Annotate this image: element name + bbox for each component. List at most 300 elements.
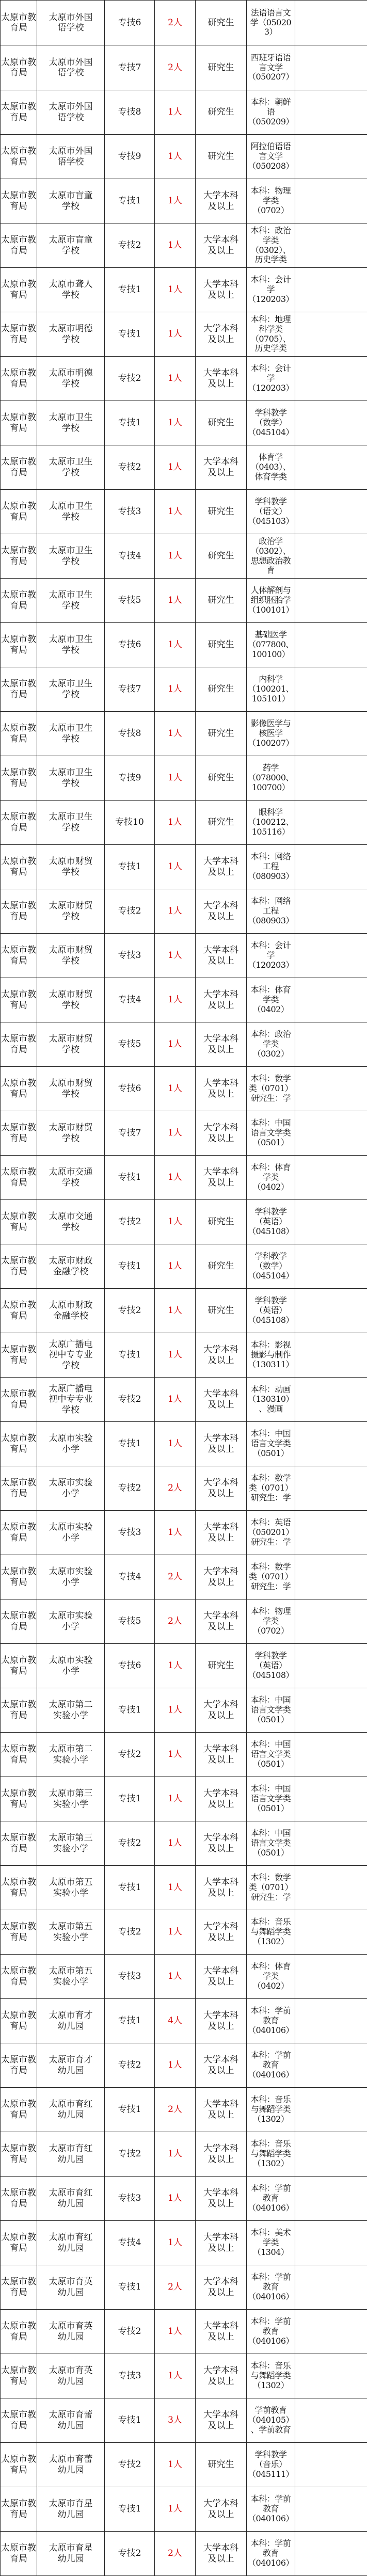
blank-cell bbox=[295, 2043, 367, 2088]
education-cell: 大学本科 及以上 bbox=[196, 1511, 247, 1555]
department-cell: 太原市教育局 bbox=[1, 2487, 37, 2532]
blank-cell bbox=[295, 1289, 367, 1333]
education-cell: 大学本科 及以上 bbox=[196, 179, 247, 223]
table-row bbox=[1, 2354, 367, 2398]
post-code-cell: 专技1 bbox=[105, 1688, 155, 1733]
post-code-cell: 专技2 bbox=[105, 357, 155, 401]
education-cell: 大学本科 及以上 bbox=[196, 845, 247, 889]
major-cell: 本科：学前 教育 （040106） bbox=[247, 1999, 295, 2043]
major-cell: 本科：中国 语言文学类 （0501） bbox=[247, 1422, 295, 1466]
major-cell: 本科：地理 科学类 （0705）、 历史学类 bbox=[247, 312, 295, 357]
education-cell: 大学本科 及以上 bbox=[196, 2132, 247, 2177]
headcount-cell: 1人 bbox=[155, 2310, 196, 2354]
education-cell: 研究生 bbox=[196, 1244, 247, 1289]
post-code-cell: 专技2 bbox=[105, 2043, 155, 2088]
table-row bbox=[1, 1777, 367, 1821]
major-cell: 学科教学 （数学） （045104） bbox=[247, 401, 295, 445]
table-row bbox=[1, 1422, 367, 1466]
table-row bbox=[1, 45, 367, 90]
table-row bbox=[1, 1955, 367, 1999]
post-code-cell: 专技1 bbox=[105, 312, 155, 357]
department-cell: 太原市教育局 bbox=[1, 2132, 37, 2177]
unit-cell: 太原市卫生 学校 bbox=[37, 667, 105, 712]
unit-cell: 太原市育才 幼儿园 bbox=[37, 2043, 105, 2088]
post-code-cell: 专技2 bbox=[105, 223, 155, 268]
education-cell: 大学本科 及以上 bbox=[196, 1067, 247, 1111]
department-cell: 太原市教育局 bbox=[1, 2177, 37, 2221]
education-cell: 大学本科 及以上 bbox=[196, 1555, 247, 1599]
unit-cell: 太原广播电 视中专专业 学校 bbox=[37, 1333, 105, 1378]
major-cell: 本科：中国 语言文学类 （0501） bbox=[247, 1111, 295, 1156]
headcount-cell: 1人 bbox=[155, 2443, 196, 2487]
major-cell: 本科：学前 教育 （040106） bbox=[247, 2043, 295, 2088]
department-cell: 太原市教育局 bbox=[1, 312, 37, 357]
unit-cell: 太原市明德 学校 bbox=[37, 357, 105, 401]
major-cell: 学科教学 （数学） （045104） bbox=[247, 1244, 295, 1289]
department-cell: 太原市教育局 bbox=[1, 2043, 37, 2088]
major-cell: 法语语言文 学（050203） bbox=[247, 1, 295, 45]
department-cell: 太原市教育局 bbox=[1, 623, 37, 667]
department-cell: 太原市教育局 bbox=[1, 1378, 37, 1422]
department-cell: 太原市教育局 bbox=[1, 534, 37, 579]
post-code-cell: 专技1 bbox=[105, 2088, 155, 2132]
blank-cell bbox=[295, 357, 367, 401]
department-cell: 太原市教育局 bbox=[1, 2088, 37, 2132]
major-cell: 本科：会计 学 （120203） bbox=[247, 357, 295, 401]
department-cell: 太原市教育局 bbox=[1, 978, 37, 1022]
blank-cell bbox=[295, 90, 367, 135]
table-row bbox=[1, 2088, 367, 2132]
department-cell: 太原市教育局 bbox=[1, 712, 37, 756]
education-cell: 大学本科 及以上 bbox=[196, 445, 247, 490]
department-cell: 太原市教育局 bbox=[1, 1156, 37, 1200]
major-cell: 本科：数学 类（0701） 研究生：学 bbox=[247, 1067, 295, 1111]
post-code-cell: 专技1 bbox=[105, 2265, 155, 2310]
headcount-cell: 1人 bbox=[155, 1289, 196, 1333]
education-cell: 研究生 bbox=[196, 534, 247, 579]
education-cell: 研究生 bbox=[196, 667, 247, 712]
headcount-cell: 1人 bbox=[155, 889, 196, 934]
department-cell: 太原市教育局 bbox=[1, 1422, 37, 1466]
blank-cell bbox=[295, 1644, 367, 1688]
post-code-cell: 专技7 bbox=[105, 1111, 155, 1156]
major-cell: 本科：政治 学类 （0302）、 历史学类 bbox=[247, 223, 295, 268]
education-cell: 大学本科 及以上 bbox=[196, 357, 247, 401]
table-row bbox=[1, 90, 367, 135]
table-row bbox=[1, 2132, 367, 2177]
major-cell: 本科：英语 （050201） 研究生：学 bbox=[247, 1511, 295, 1555]
education-cell: 大学本科 及以上 bbox=[196, 889, 247, 934]
unit-cell: 太原市育星 幼儿园 bbox=[37, 2487, 105, 2532]
table-row bbox=[1, 1200, 367, 1244]
department-cell: 太原市教育局 bbox=[1, 1111, 37, 1156]
major-cell: 学科教学 （英语） （045108） bbox=[247, 1200, 295, 1244]
education-cell: 大学本科 及以上 bbox=[196, 1599, 247, 1644]
major-cell: 本科：中国 语言文学类 （0501） bbox=[247, 1777, 295, 1821]
unit-cell: 太原市财贸 学校 bbox=[37, 845, 105, 889]
headcount-cell: 1人 bbox=[155, 1733, 196, 1777]
blank-cell bbox=[295, 445, 367, 490]
headcount-cell: 1人 bbox=[155, 135, 196, 179]
blank-cell bbox=[295, 1511, 367, 1555]
unit-cell: 太原市第三 实验小学 bbox=[37, 1777, 105, 1821]
post-code-cell: 专技4 bbox=[105, 534, 155, 579]
blank-cell bbox=[295, 490, 367, 534]
unit-cell: 太原市财贸 学校 bbox=[37, 934, 105, 978]
education-cell: 大学本科 及以上 bbox=[196, 1378, 247, 1422]
department-cell: 太原市教育局 bbox=[1, 1644, 37, 1688]
table-row bbox=[1, 2487, 367, 2532]
blank-cell bbox=[295, 1156, 367, 1200]
unit-cell: 太原市第二 实验小学 bbox=[37, 1733, 105, 1777]
department-cell: 太原市教育局 bbox=[1, 1, 37, 45]
unit-cell: 太原市第二 实验小学 bbox=[37, 1688, 105, 1733]
education-cell: 研究生 bbox=[196, 1, 247, 45]
unit-cell: 太原市卫生 学校 bbox=[37, 756, 105, 801]
department-cell: 太原市教育局 bbox=[1, 268, 37, 312]
unit-cell: 太原市实验 小学 bbox=[37, 1466, 105, 1511]
blank-cell bbox=[295, 1244, 367, 1289]
major-cell: 本科：数学 类（0701） 研究生：学 bbox=[247, 1466, 295, 1511]
table-row bbox=[1, 1733, 367, 1777]
headcount-cell: 1人 bbox=[155, 756, 196, 801]
unit-cell: 太原市卫生 学校 bbox=[37, 401, 105, 445]
post-code-cell: 专技1 bbox=[105, 2398, 155, 2443]
post-code-cell: 专技5 bbox=[105, 1022, 155, 1067]
table-body bbox=[1, 1, 367, 2576]
department-cell: 太原市教育局 bbox=[1, 889, 37, 934]
unit-cell: 太原市卫生 学校 bbox=[37, 445, 105, 490]
headcount-cell: 2人 bbox=[155, 2265, 196, 2310]
education-cell: 研究生 bbox=[196, 1289, 247, 1333]
headcount-cell: 1人 bbox=[155, 579, 196, 623]
unit-cell: 太原市财贸 学校 bbox=[37, 1111, 105, 1156]
post-code-cell: 专技1 bbox=[105, 401, 155, 445]
headcount-cell: 4人 bbox=[155, 1999, 196, 2043]
headcount-cell: 2人 bbox=[155, 1555, 196, 1599]
headcount-cell: 1人 bbox=[155, 1022, 196, 1067]
major-cell: 本科：数学 类（0701） 研究生：学 bbox=[247, 1866, 295, 1910]
headcount-cell: 1人 bbox=[155, 223, 196, 268]
education-cell: 大学本科 及以上 bbox=[196, 1688, 247, 1733]
major-cell: 基础医学 （077800、 100100） bbox=[247, 623, 295, 667]
major-cell: 体育学 （0403）、 体育学类 bbox=[247, 445, 295, 490]
table-row bbox=[1, 978, 367, 1022]
major-cell: 影像医学与 核医学 （100207） bbox=[247, 712, 295, 756]
department-cell: 太原市教育局 bbox=[1, 135, 37, 179]
post-code-cell: 专技2 bbox=[105, 889, 155, 934]
major-cell: 本科：会计 学 （120203） bbox=[247, 934, 295, 978]
post-code-cell: 专技1 bbox=[105, 1333, 155, 1378]
headcount-cell: 2人 bbox=[155, 2532, 196, 2576]
post-code-cell: 专技2 bbox=[105, 2132, 155, 2177]
unit-cell: 太原市财贸 学校 bbox=[37, 1067, 105, 1111]
headcount-cell: 1人 bbox=[155, 845, 196, 889]
unit-cell: 太原市盲童 学校 bbox=[37, 179, 105, 223]
headcount-cell: 1人 bbox=[155, 2132, 196, 2177]
post-code-cell: 专技2 bbox=[105, 1910, 155, 1955]
education-cell: 大学本科 及以上 bbox=[196, 2354, 247, 2398]
department-cell: 太原市教育局 bbox=[1, 934, 37, 978]
department-cell: 太原市教育局 bbox=[1, 1022, 37, 1067]
table-row bbox=[1, 223, 367, 268]
education-cell: 大学本科 及以上 bbox=[196, 1866, 247, 1910]
unit-cell: 太原市外国 语学校 bbox=[37, 135, 105, 179]
blank-cell bbox=[295, 1422, 367, 1466]
unit-cell: 太原市育蕾 幼儿园 bbox=[37, 2398, 105, 2443]
blank-cell bbox=[295, 1599, 367, 1644]
unit-cell: 太原市育红 幼儿园 bbox=[37, 2221, 105, 2265]
blank-cell bbox=[295, 2310, 367, 2354]
unit-cell: 太原市外国 语学校 bbox=[37, 90, 105, 135]
post-code-cell: 专技7 bbox=[105, 667, 155, 712]
major-cell: 本科：中国 语言文学类 （0501） bbox=[247, 1821, 295, 1866]
education-cell: 大学本科 及以上 bbox=[196, 978, 247, 1022]
education-cell: 大学本科 及以上 bbox=[196, 312, 247, 357]
table-row bbox=[1, 801, 367, 845]
major-cell: 学前教育 （040105） 、学前教育 bbox=[247, 2398, 295, 2443]
blank-cell bbox=[295, 2532, 367, 2576]
headcount-cell: 1人 bbox=[155, 667, 196, 712]
table-row bbox=[1, 845, 367, 889]
blank-cell bbox=[295, 2354, 367, 2398]
department-cell: 太原市教育局 bbox=[1, 2532, 37, 2576]
blank-cell bbox=[295, 1022, 367, 1067]
major-cell: 本科：政治 学类 （0302） bbox=[247, 1022, 295, 1067]
headcount-cell: 1人 bbox=[155, 1422, 196, 1466]
post-code-cell: 专技7 bbox=[105, 45, 155, 90]
headcount-cell: 1人 bbox=[155, 2354, 196, 2398]
department-cell: 太原市教育局 bbox=[1, 490, 37, 534]
unit-cell: 太原市财贸 学校 bbox=[37, 978, 105, 1022]
unit-cell: 太原市育英 幼儿园 bbox=[37, 2310, 105, 2354]
post-code-cell: 专技10 bbox=[105, 801, 155, 845]
headcount-cell: 1人 bbox=[155, 2177, 196, 2221]
blank-cell bbox=[295, 1555, 367, 1599]
blank-cell bbox=[295, 1466, 367, 1511]
department-cell: 太原市教育局 bbox=[1, 2310, 37, 2354]
education-cell: 大学本科 及以上 bbox=[196, 2532, 247, 2576]
major-cell: 学科教学 （英语） （045108） bbox=[247, 1644, 295, 1688]
table-row bbox=[1, 1333, 367, 1378]
unit-cell: 太原市财政 金融学校 bbox=[37, 1244, 105, 1289]
major-cell: 本科：物理 学类 （0702） bbox=[247, 1599, 295, 1644]
headcount-cell: 2人 bbox=[155, 2088, 196, 2132]
headcount-cell: 1人 bbox=[155, 490, 196, 534]
table-row bbox=[1, 135, 367, 179]
post-code-cell: 专技9 bbox=[105, 756, 155, 801]
education-cell: 研究生 bbox=[196, 1200, 247, 1244]
post-code-cell: 专技2 bbox=[105, 2532, 155, 2576]
headcount-cell: 1人 bbox=[155, 1688, 196, 1733]
department-cell: 太原市教育局 bbox=[1, 1333, 37, 1378]
unit-cell: 太原市育英 幼儿园 bbox=[37, 2354, 105, 2398]
major-cell: 本科：学前 教育 （040106） bbox=[247, 2265, 295, 2310]
blank-cell bbox=[295, 1910, 367, 1955]
headcount-cell: 1人 bbox=[155, 1333, 196, 1378]
table-row bbox=[1, 2532, 367, 2576]
post-code-cell: 专技2 bbox=[105, 2443, 155, 2487]
education-cell: 大学本科 及以上 bbox=[196, 1422, 247, 1466]
major-cell: 内科学 （100201、 105101） bbox=[247, 667, 295, 712]
post-code-cell: 专技2 bbox=[105, 1378, 155, 1422]
table-row bbox=[1, 1821, 367, 1866]
department-cell: 太原市教育局 bbox=[1, 579, 37, 623]
table-row bbox=[1, 268, 367, 312]
table-row bbox=[1, 667, 367, 712]
table-row bbox=[1, 1466, 367, 1511]
education-cell: 研究生 bbox=[196, 579, 247, 623]
major-cell: 学科教学 （音乐） （045111） bbox=[247, 2443, 295, 2487]
blank-cell bbox=[295, 1866, 367, 1910]
major-cell: 本科：物理 学类 （0702） bbox=[247, 179, 295, 223]
department-cell: 太原市教育局 bbox=[1, 667, 37, 712]
unit-cell: 太原市实验 小学 bbox=[37, 1511, 105, 1555]
headcount-cell: 1人 bbox=[155, 445, 196, 490]
table-row bbox=[1, 1910, 367, 1955]
blank-cell bbox=[295, 623, 367, 667]
table-row bbox=[1, 1866, 367, 1910]
table-row bbox=[1, 534, 367, 579]
unit-cell: 太原市外国 语学校 bbox=[37, 1, 105, 45]
post-code-cell: 专技1 bbox=[105, 1156, 155, 1200]
major-cell: 本科：动画 （130310） 、漫画 bbox=[247, 1378, 295, 1422]
unit-cell: 太原市卫生 学校 bbox=[37, 579, 105, 623]
major-cell: 本科：体育 学类 （0402） bbox=[247, 1156, 295, 1200]
blank-cell bbox=[295, 2132, 367, 2177]
unit-cell: 太原市实验 小学 bbox=[37, 1599, 105, 1644]
table-row bbox=[1, 2043, 367, 2088]
table-row bbox=[1, 1688, 367, 1733]
post-code-cell: 专技2 bbox=[105, 1821, 155, 1866]
major-cell: 本科：中国 语言文学类 （0501） bbox=[247, 1733, 295, 1777]
department-cell: 太原市教育局 bbox=[1, 1910, 37, 1955]
education-cell: 大学本科 及以上 bbox=[196, 1777, 247, 1821]
headcount-cell: 1人 bbox=[155, 978, 196, 1022]
post-code-cell: 专技1 bbox=[105, 179, 155, 223]
post-code-cell: 专技6 bbox=[105, 623, 155, 667]
blank-cell bbox=[295, 1, 367, 45]
blank-cell bbox=[295, 1733, 367, 1777]
blank-cell bbox=[295, 667, 367, 712]
headcount-cell: 1人 bbox=[155, 801, 196, 845]
blank-cell bbox=[295, 801, 367, 845]
blank-cell bbox=[295, 2487, 367, 2532]
blank-cell bbox=[295, 312, 367, 357]
department-cell: 太原市教育局 bbox=[1, 1067, 37, 1111]
education-cell: 大学本科 及以上 bbox=[196, 1910, 247, 1955]
education-cell: 大学本科 及以上 bbox=[196, 1111, 247, 1156]
unit-cell: 太原市育红 幼儿园 bbox=[37, 2132, 105, 2177]
blank-cell bbox=[295, 268, 367, 312]
post-code-cell: 专技3 bbox=[105, 490, 155, 534]
major-cell: 本科：音乐 与舞蹈学类 （1302） bbox=[247, 1910, 295, 1955]
education-cell: 大学本科 及以上 bbox=[196, 2265, 247, 2310]
table-row bbox=[1, 1999, 367, 2043]
unit-cell: 太原市卫生 学校 bbox=[37, 534, 105, 579]
blank-cell bbox=[295, 1999, 367, 2043]
post-code-cell: 专技2 bbox=[105, 1733, 155, 1777]
education-cell: 大学本科 及以上 bbox=[196, 1955, 247, 1999]
major-cell: 本科：学前 教育 （040106） bbox=[247, 2532, 295, 2576]
department-cell: 太原市教育局 bbox=[1, 445, 37, 490]
blank-cell bbox=[295, 712, 367, 756]
post-code-cell: 专技1 bbox=[105, 845, 155, 889]
blank-cell bbox=[295, 934, 367, 978]
unit-cell: 太原市育蕾 幼儿园 bbox=[37, 2443, 105, 2487]
table-row bbox=[1, 2398, 367, 2443]
unit-cell: 太原市财政 金融学校 bbox=[37, 1289, 105, 1333]
headcount-cell: 1人 bbox=[155, 1200, 196, 1244]
unit-cell: 太原市外国 语学校 bbox=[37, 45, 105, 90]
unit-cell: 太原市盲童 学校 bbox=[37, 223, 105, 268]
blank-cell bbox=[295, 534, 367, 579]
table-row bbox=[1, 1, 367, 45]
post-code-cell: 专技6 bbox=[105, 1644, 155, 1688]
unit-cell: 太原广播电 视中专专业 学校 bbox=[37, 1378, 105, 1422]
blank-cell bbox=[295, 2221, 367, 2265]
post-code-cell: 专技5 bbox=[105, 579, 155, 623]
blank-cell bbox=[295, 2265, 367, 2310]
table-row bbox=[1, 1156, 367, 1200]
department-cell: 太原市教育局 bbox=[1, 1777, 37, 1821]
blank-cell bbox=[295, 1777, 367, 1821]
department-cell: 太原市教育局 bbox=[1, 45, 37, 90]
headcount-cell: 1人 bbox=[155, 1955, 196, 1999]
major-cell: 本科：音乐 与舞蹈学类 （1302） bbox=[247, 2354, 295, 2398]
table-row bbox=[1, 2221, 367, 2265]
blank-cell bbox=[295, 1378, 367, 1422]
blank-cell bbox=[295, 978, 367, 1022]
major-cell: 学科教学 （英语） （045108） bbox=[247, 1289, 295, 1333]
department-cell: 太原市教育局 bbox=[1, 401, 37, 445]
post-code-cell: 专技2 bbox=[105, 2310, 155, 2354]
education-cell: 大学本科 及以上 bbox=[196, 1821, 247, 1866]
unit-cell: 太原市财贸 学校 bbox=[37, 1022, 105, 1067]
education-cell: 大学本科 及以上 bbox=[196, 934, 247, 978]
unit-cell: 太原市育才 幼儿园 bbox=[37, 1999, 105, 2043]
blank-cell bbox=[295, 1333, 367, 1378]
department-cell: 太原市教育局 bbox=[1, 2265, 37, 2310]
department-cell: 太原市教育局 bbox=[1, 2354, 37, 2398]
department-cell: 太原市教育局 bbox=[1, 1599, 37, 1644]
education-cell: 大学本科 及以上 bbox=[196, 1999, 247, 2043]
headcount-cell: 1人 bbox=[155, 1910, 196, 1955]
education-cell: 大学本科 及以上 bbox=[196, 1333, 247, 1378]
post-code-cell: 专技4 bbox=[105, 1555, 155, 1599]
table-row bbox=[1, 623, 367, 667]
headcount-cell: 1人 bbox=[155, 623, 196, 667]
table-row bbox=[1, 2177, 367, 2221]
headcount-cell: 1人 bbox=[155, 90, 196, 135]
table-row bbox=[1, 756, 367, 801]
post-code-cell: 专技1 bbox=[105, 1244, 155, 1289]
post-code-cell: 专技1 bbox=[105, 1866, 155, 1910]
blank-cell bbox=[295, 2177, 367, 2221]
unit-cell: 太原市聋人 学校 bbox=[37, 268, 105, 312]
table-row bbox=[1, 1067, 367, 1111]
major-cell: 本科：网络 工程 （080903） bbox=[247, 845, 295, 889]
department-cell: 太原市教育局 bbox=[1, 179, 37, 223]
education-cell: 大学本科 及以上 bbox=[196, 1733, 247, 1777]
department-cell: 太原市教育局 bbox=[1, 1866, 37, 1910]
table-row bbox=[1, 2265, 367, 2310]
post-code-cell: 专技1 bbox=[105, 2487, 155, 2532]
headcount-cell: 1人 bbox=[155, 1821, 196, 1866]
table-row bbox=[1, 1511, 367, 1555]
table-row bbox=[1, 934, 367, 978]
unit-cell: 太原市育红 幼儿园 bbox=[37, 2088, 105, 2132]
